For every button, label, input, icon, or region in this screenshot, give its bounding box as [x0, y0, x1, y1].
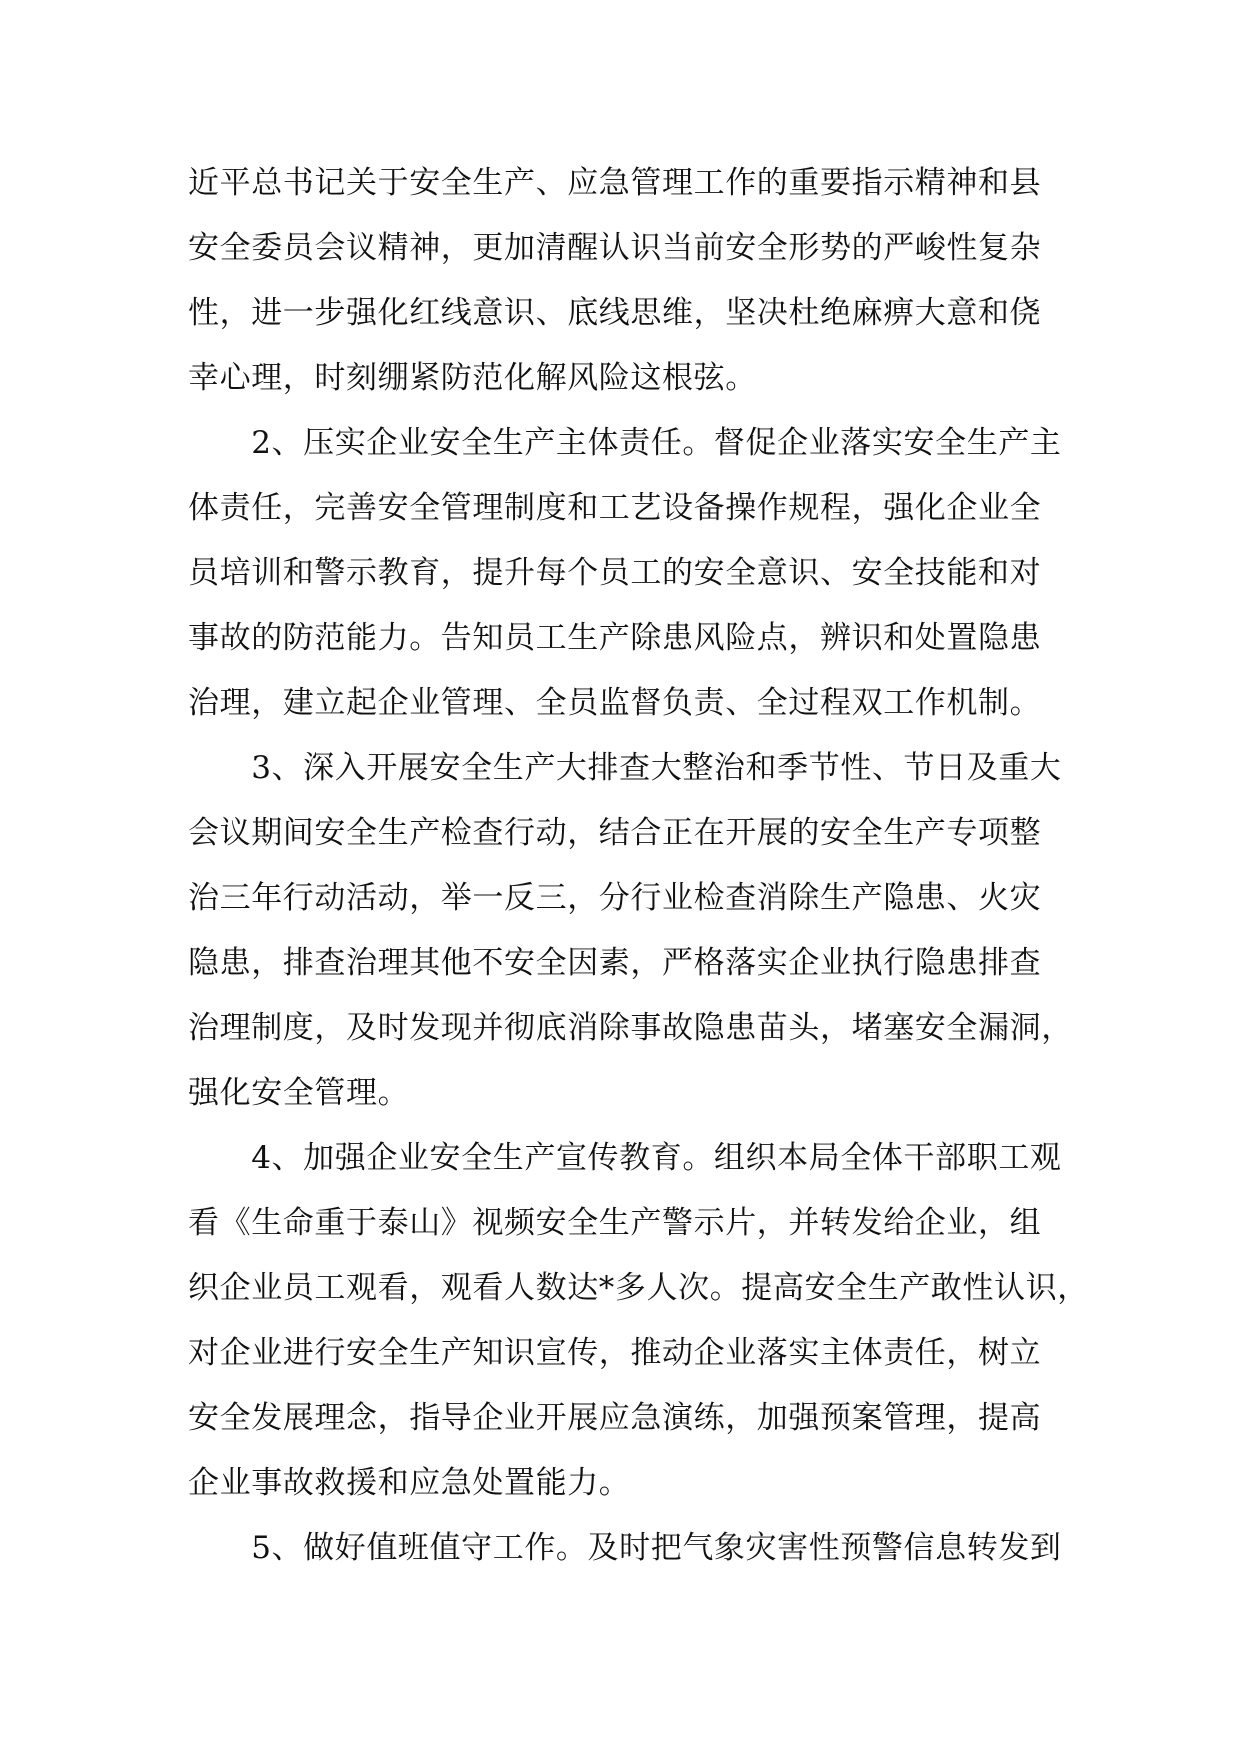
text-line: 体责任，完善安全管理制度和工艺设备操作规程，强化企业全: [188, 490, 1042, 526]
text-line: 幸心理，时刻绷紧防范化解风险这根弦。: [188, 360, 757, 396]
text-line: 5、做好值班值守工作。及时把气象灾害性预警信息转发到: [188, 1530, 1062, 1566]
text-line: 近平总书记关于安全生产、应急管理工作的重要指示精神和县: [188, 165, 1042, 201]
text-line: 对企业进行安全生产知识宣传，推动企业落实主体责任，树立: [188, 1335, 1042, 1371]
text-line: 会议期间安全生产检查行动，结合正在开展的安全生产专项整: [188, 815, 1042, 851]
text-line: 2、压实企业安全生产主体责任。督促企业落实安全生产主: [188, 425, 1062, 461]
text-line: 4、加强企业安全生产宣传教育。组织本局全体干部职工观: [188, 1140, 1062, 1176]
text-line: 治三年行动活动，举一反三，分行业检查消除生产隐患、火灾: [188, 880, 1042, 916]
text-line: 事故的防范能力。告知员工生产除患风险点，辨识和处置隐患: [188, 620, 1042, 656]
text-line: 强化安全管理。: [188, 1075, 410, 1111]
text-line: 安全发展理念，指导企业开展应急演练，加强预案管理，提高: [188, 1400, 1042, 1436]
text-line: 性，进一步强化红线意识、底线思维，坚决杜绝麻痹大意和侥: [188, 295, 1042, 331]
text-line: 员培训和警示教育，提升每个员工的安全意识、安全技能和对: [188, 555, 1042, 591]
text-line: 织企业员工观看，观看人数达*多人次。提高安全生产敢性认识，: [188, 1270, 1089, 1306]
text-line: 治理制度，及时发现并彻底消除事故隐患苗头，堵塞安全漏洞，: [188, 1010, 1073, 1046]
text-line: 看《生命重于泰山》视频安全生产警示片，并转发给企业，组: [188, 1205, 1042, 1241]
text-line: 3、深入开展安全生产大排查大整治和季节性、节日及重大: [188, 750, 1062, 786]
text-line: 治理，建立起企业管理、全员监督负责、全过程双工作机制。: [188, 685, 1042, 721]
text-line: 安全委员会议精神，更加清醒认识当前安全形势的严峻性复杂: [188, 230, 1042, 266]
text-line: 隐患，排查治理其他不安全因素，严格落实企业执行隐患排查: [188, 945, 1042, 981]
document-body: [188, 165, 1089, 1598]
text-line: 企业事故救援和应急处置能力。: [188, 1465, 631, 1501]
